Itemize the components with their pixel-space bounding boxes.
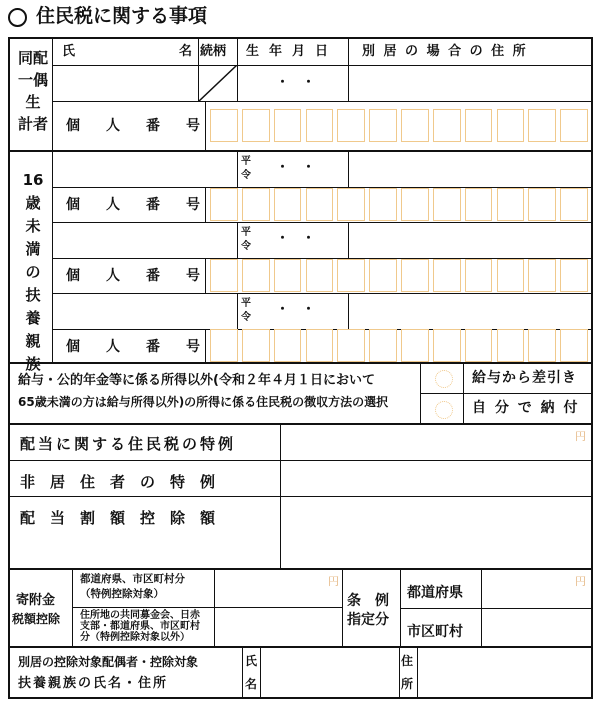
digit-box[interactable]	[369, 329, 397, 362]
name-char: 氏	[245, 654, 258, 668]
yen-unit: 円	[575, 430, 586, 443]
digit-box[interactable]	[210, 259, 238, 292]
salary-deduction-radio[interactable]	[435, 370, 453, 388]
collection-text-line2: 65歳未満の方は給与所得以外)の所得に係る住民税の徴収方法の選択	[18, 395, 389, 409]
spouse-label-line: 同配	[17, 49, 48, 67]
ordinance-label-2: 指定分	[347, 612, 389, 628]
dividend-special-label: 配当に関する住民税の特例	[20, 435, 237, 453]
yen-unit: 円	[575, 575, 586, 588]
digit-box[interactable]	[210, 188, 238, 221]
dependent-birth-date: ・ ・	[276, 160, 316, 175]
name-header: 氏	[62, 44, 76, 59]
dependents-label-char: 16	[22, 171, 44, 189]
digit-box[interactable]	[560, 259, 588, 292]
birth-year-header: 年	[269, 44, 283, 59]
municipality-label: 市区町村	[407, 624, 463, 640]
digit-box[interactable]	[401, 259, 429, 292]
digit-box[interactable]	[465, 259, 493, 292]
prefecture-municipality-label: 都道府県、市区町村分	[80, 573, 185, 585]
birth-day-header: 日	[315, 44, 329, 59]
section-title: 住民税に関する事項	[36, 5, 208, 27]
digit-box[interactable]	[274, 329, 302, 362]
digit-box[interactable]	[528, 109, 556, 142]
address-char: 住	[401, 654, 414, 668]
dependent-my-number-boxes[interactable]	[206, 258, 592, 293]
community-chest-label: 住所地の共同募金会、日赤	[80, 610, 200, 621]
digit-box[interactable]	[242, 188, 270, 221]
digit-box[interactable]	[465, 109, 493, 142]
spouse-label-line: 生	[25, 93, 41, 111]
era-label	[241, 297, 255, 325]
digit-box[interactable]	[337, 188, 365, 221]
digit-box[interactable]	[497, 109, 525, 142]
name-header-2: 名	[179, 44, 193, 59]
digit-box[interactable]	[465, 188, 493, 221]
separate-dependents-label: 別居の控除対象配偶者・控除対象	[18, 655, 199, 669]
era-heisei: 平	[241, 298, 251, 309]
my-number-label: 個 人 番 号	[66, 118, 206, 134]
dependent-birth-date: ・ ・	[276, 231, 316, 246]
digit-box[interactable]	[337, 329, 365, 362]
ordinance-label: 条 例	[347, 593, 389, 609]
spouse-section-label	[14, 47, 52, 135]
option-self-payment: 自 分 で 納 付	[472, 400, 580, 416]
digit-box[interactable]	[242, 329, 270, 362]
option-salary-deduction: 給与から差引き	[472, 370, 577, 386]
digit-box[interactable]	[274, 188, 302, 221]
dependents-label-char: 歳	[25, 194, 41, 212]
digit-box[interactable]	[433, 109, 461, 142]
community-chest-label: 分（特例控除対象以外）	[80, 632, 190, 643]
era-heisei: 平	[241, 227, 251, 238]
era-reiwa: 令	[241, 241, 251, 252]
era-reiwa: 令	[241, 312, 251, 323]
spouse-birth-date: ・ ・	[276, 75, 316, 90]
dependents-label-char: 養	[25, 309, 41, 327]
non-resident-special-label: 非 居 住 者 の 特 例	[20, 473, 216, 491]
dependents-label-char: 未	[25, 217, 41, 235]
digit-box[interactable]	[528, 188, 556, 221]
digit-box[interactable]	[274, 259, 302, 292]
separate-dependents-label-2: 扶養親族の氏名・住所	[18, 676, 169, 691]
dependents-rows	[10, 151, 592, 363]
digit-box[interactable]	[497, 188, 525, 221]
era-label	[241, 226, 255, 254]
digit-box[interactable]	[274, 109, 302, 142]
digit-box[interactable]	[560, 188, 588, 221]
digit-box[interactable]	[560, 109, 588, 142]
digit-box[interactable]	[401, 329, 429, 362]
dividend-deduction-label: 配 当 割 額 控 除 額	[20, 509, 216, 527]
special-deduction-label: （特例控除対象）	[80, 588, 164, 600]
digit-box[interactable]	[210, 109, 238, 142]
prefecture-label: 都道府県	[407, 585, 463, 601]
name-char: 名	[245, 677, 258, 691]
birth-month-header: 月	[292, 44, 306, 59]
digit-box[interactable]	[337, 109, 365, 142]
digit-box[interactable]	[369, 109, 397, 142]
digit-box[interactable]	[433, 329, 461, 362]
spouse-my-number-boxes[interactable]	[206, 101, 592, 151]
collection-text-line1: 給与・公的年金等に係る所得以外(令和２年４月１日において	[18, 373, 375, 388]
digit-box[interactable]	[497, 329, 525, 362]
my-number-label: 個 人 番 号	[66, 339, 206, 355]
dependents-label-char: 族	[25, 355, 41, 373]
digit-box[interactable]	[306, 188, 334, 221]
era-reiwa: 令	[241, 170, 251, 181]
my-number-label: 個 人 番 号	[66, 268, 206, 284]
digit-box[interactable]	[306, 109, 334, 142]
circle-icon	[8, 8, 27, 27]
spouse-label-line: 一偶	[17, 71, 48, 89]
dependents-label-char: 親	[25, 332, 41, 350]
digit-box[interactable]	[433, 259, 461, 292]
yen-unit: 円	[328, 575, 339, 588]
digit-box[interactable]	[528, 259, 556, 292]
digit-box[interactable]	[401, 188, 429, 221]
digit-box[interactable]	[306, 329, 334, 362]
digit-box[interactable]	[337, 259, 365, 292]
spouse-label-line: 計者	[17, 115, 48, 133]
digit-box[interactable]	[560, 329, 588, 362]
digit-box[interactable]	[369, 259, 397, 292]
dependents-label-char: 扶	[25, 286, 41, 304]
dependent-my-number-boxes[interactable]	[206, 329, 592, 363]
digit-box[interactable]	[242, 109, 270, 142]
era-label	[241, 155, 255, 183]
digit-box[interactable]	[210, 329, 238, 362]
digit-box[interactable]	[497, 259, 525, 292]
dependents-label-char: の	[25, 263, 41, 281]
dependents-label-char: 満	[25, 240, 41, 258]
relationship-header: 続柄	[200, 44, 227, 59]
dependent-birth-date: ・ ・	[276, 302, 316, 317]
resident-tax-form	[8, 37, 593, 699]
community-chest-label: 支部・都道府県、市区町村	[80, 621, 200, 632]
self-payment-radio[interactable]	[435, 401, 453, 419]
separate-address-header: 別 居 の 場 合 の 住 所	[362, 44, 528, 59]
digit-box[interactable]	[528, 329, 556, 362]
digit-box[interactable]	[433, 188, 461, 221]
my-number-label: 個 人 番 号	[66, 197, 206, 213]
digit-box[interactable]	[369, 188, 397, 221]
digit-box[interactable]	[401, 109, 429, 142]
digit-box[interactable]	[306, 259, 334, 292]
donation-label: 寄附金	[16, 593, 56, 608]
address-char: 所	[401, 677, 414, 691]
digit-box[interactable]	[465, 329, 493, 362]
era-heisei: 平	[241, 156, 251, 167]
diagonal-slash	[198, 65, 238, 102]
dependent-my-number-boxes[interactable]	[206, 187, 592, 222]
donation-label-2: 税額控除	[12, 612, 61, 626]
birth-year-header: 生	[246, 44, 260, 59]
digit-box[interactable]	[242, 259, 270, 292]
